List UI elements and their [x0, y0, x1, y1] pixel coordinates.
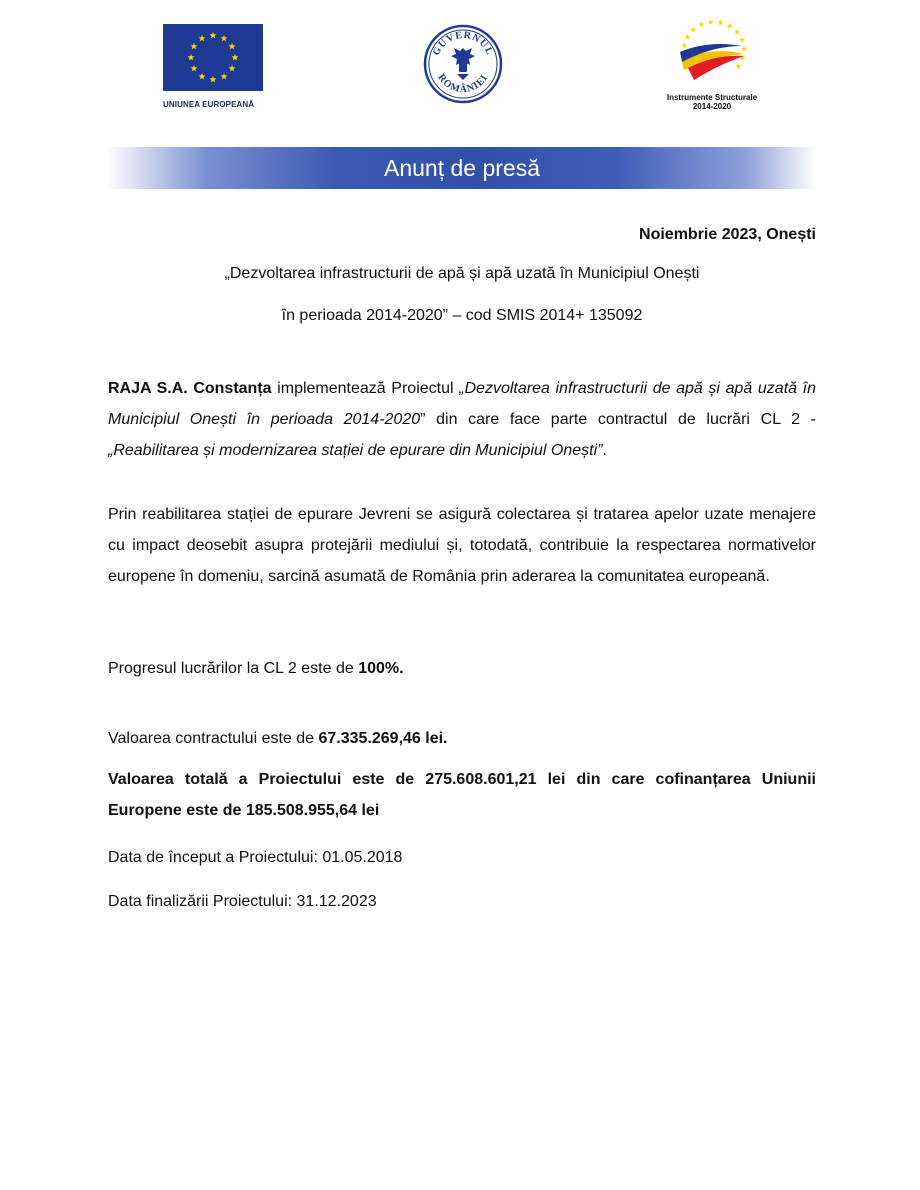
end-date-value: 31.12.2023	[296, 893, 377, 910]
government-seal-icon	[423, 24, 503, 104]
paragraph1-text2: ” din care face parte contractul de lucrări CL 2 -	[420, 411, 817, 428]
structural-instruments-period: 2014-2020	[692, 102, 732, 111]
progress-label: Progresul lucrărilor la CL 2 este de	[108, 660, 359, 677]
romanian-government-logo	[423, 24, 503, 104]
paragraph-implementation	[108, 373, 816, 466]
contract-name: „Reabilitarea și modernizarea stației de epurare din Municipiul Onești”	[108, 442, 603, 459]
date-location: Noiembrie 2023, Onești	[639, 226, 816, 243]
contract-value-label: Valoarea contractului este de	[108, 730, 319, 747]
start-date-line	[108, 849, 402, 867]
project-title-line1: „Dezvoltarea infrastructurii de apă și apă uzată în Municipiul Onești	[224, 265, 700, 282]
paragraph1-text1: implementează Proiectul	[271, 380, 460, 397]
structural-star-icon	[690, 27, 696, 33]
structural-instruments-logo	[656, 16, 768, 111]
structural-star-icon	[684, 34, 690, 40]
structural-star-icon	[734, 29, 740, 35]
beneficiary-name: RAJA S.A. Constanța	[108, 380, 272, 397]
contract-value-line	[108, 730, 448, 748]
contract-value: 67.335.269,46 lei.	[318, 730, 448, 747]
project-name: „Dezvoltarea infrastructurii de apă și apă uzată în Municipiul Onești în perioada 2014-2020	[108, 380, 817, 428]
structural-star-icon	[739, 37, 745, 43]
structural-instruments-emblem-icon	[672, 16, 752, 88]
seal-bottom-text: ROMÂNIEI	[435, 72, 491, 96]
progress-value: 100%.	[358, 660, 404, 677]
structural-star-icon	[735, 63, 741, 69]
structural-star-icon	[708, 19, 714, 25]
banner-title: Anunț de presă	[383, 154, 540, 181]
structural-star-icon	[741, 46, 747, 52]
start-date-value: 01.05.2018	[322, 849, 403, 866]
header-logos	[0, 0, 920, 130]
seal-top-text: GUVERNUL	[430, 29, 496, 58]
structural-star-icon	[698, 21, 704, 27]
start-date-label: Data de început a Proiectului:	[108, 849, 323, 866]
total-value-paragraph: Valoarea totală a Proiectului este de 275.608.601,21 lei din care cofinanțarea Uniunii Europene este de 185.508.955,64 lei	[108, 771, 816, 819]
structural-instruments-caption: Instrumente Structurale	[666, 93, 758, 102]
structural-star-icon	[727, 23, 733, 29]
eu-flag-icon	[163, 24, 263, 91]
progress-line	[108, 660, 404, 678]
press-release-banner	[108, 147, 816, 189]
end-date-line	[108, 893, 377, 911]
project-title-line2: în perioada 2014-2020” – cod SMIS 2014+ 135092	[281, 307, 643, 324]
end-date-label: Data finalizării Proiectului:	[108, 893, 297, 910]
paragraph1-text3: .	[602, 442, 607, 459]
structural-star-icon	[681, 43, 687, 49]
paragraph-benefits: Prin reabilitarea stației de epurare Jevreni se asigură colectarea și tratarea apelor uzate menajere cu impact deosebit asupra protejării mediului și, totodată, contribuie la respectarea normativelor europene în domeniu, sarcină asumată de România prin aderarea la comunitatea europeană.	[108, 506, 816, 585]
structural-star-icon	[740, 55, 746, 61]
structural-star-icon	[718, 19, 724, 25]
eu-caption: UNIUNEA EUROPEANĂ	[163, 100, 255, 109]
eu-logo	[163, 24, 267, 109]
